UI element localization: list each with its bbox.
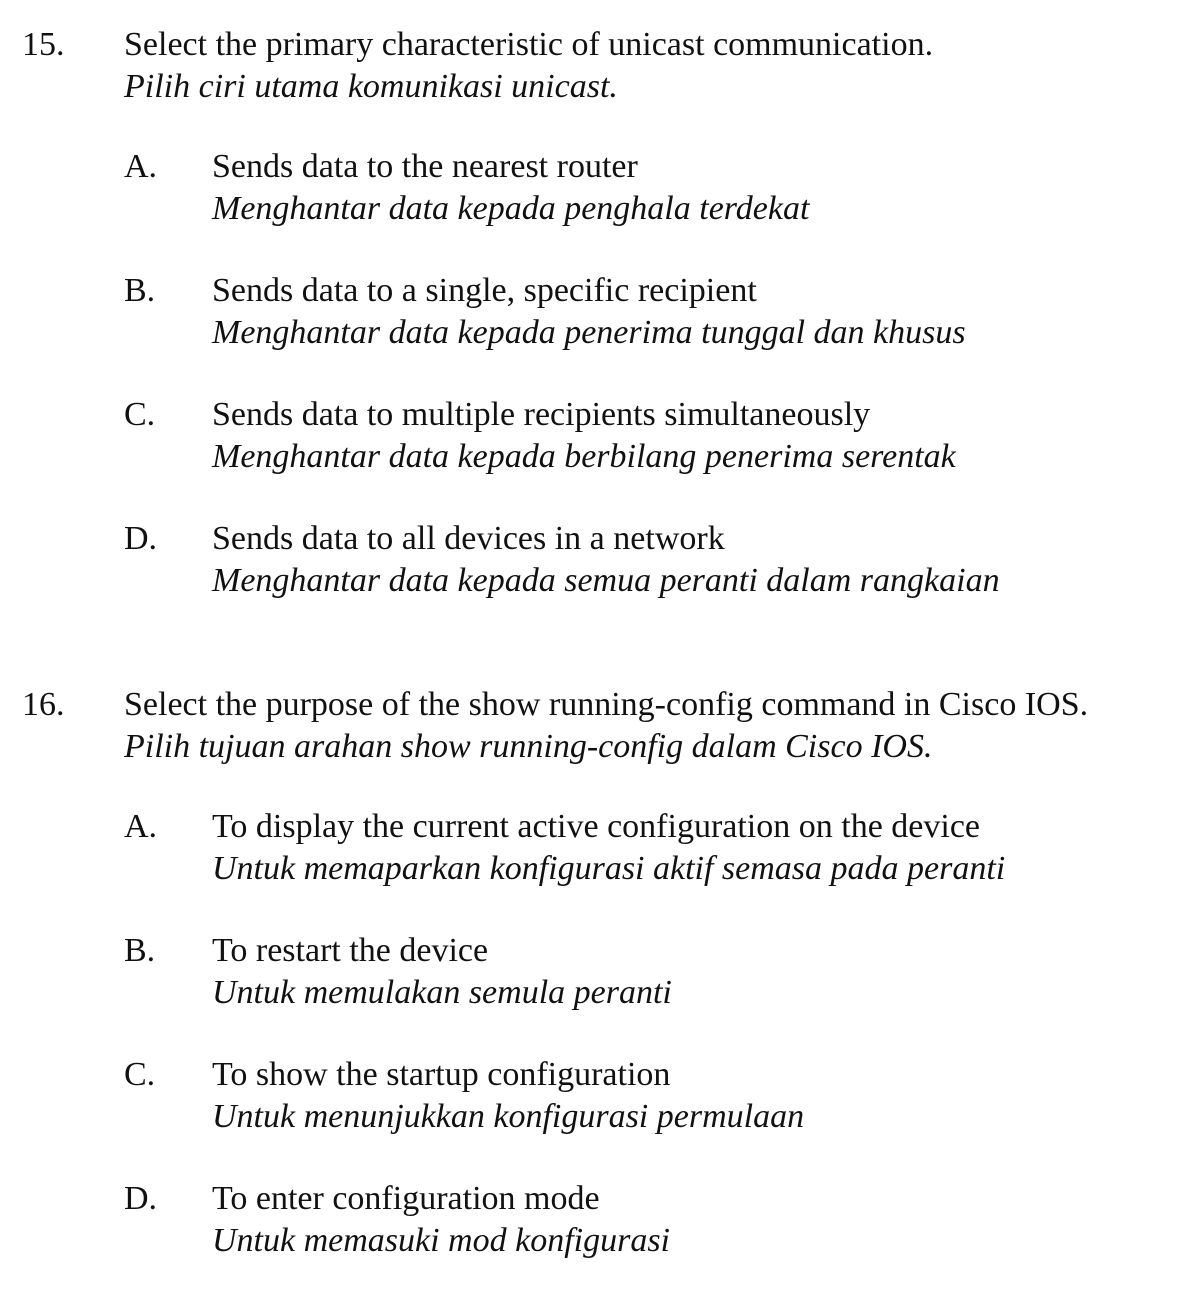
option-text (212, 394, 956, 478)
question-prompt (124, 684, 1184, 768)
option-text-malay: Menghantar data kepada penerima tunggal dan khusus (212, 314, 966, 351)
option-text-english: To enter configuration mode (212, 1180, 600, 1217)
question-prompt (124, 24, 1184, 108)
option-text-english: Sends data to all devices in a network (212, 520, 725, 557)
option-text-english: Sends data to the nearest router (212, 148, 638, 185)
option-letter: A. (124, 148, 158, 185)
option-d (124, 1178, 1184, 1302)
question-prompt-english: Select the primary characteristic of unicast communication. (124, 26, 934, 63)
answer-options (124, 146, 1184, 642)
option-letter: D. (124, 1180, 158, 1217)
option-text-malay: Untuk memaparkan konfigurasi aktif semasa pada peranti (212, 850, 1006, 887)
option-text-english: To show the startup configuration (212, 1056, 671, 1093)
option-letter: B. (124, 932, 156, 969)
option-text-english: To restart the device (212, 932, 489, 969)
option-text (212, 1054, 804, 1138)
option-letter: C. (124, 1056, 156, 1093)
question-prompt-malay: Pilih ciri utama komunikasi unicast. (124, 68, 618, 105)
option-b (124, 930, 1184, 1054)
option-text (212, 270, 966, 354)
option-text-malay: Untuk memasuki mod konfigurasi (212, 1222, 671, 1259)
option-text-malay: Untuk menunjukkan konfigurasi permulaan (212, 1098, 805, 1135)
option-d (124, 518, 1184, 642)
option-text (212, 806, 1005, 890)
option-text (212, 1178, 670, 1262)
option-text (212, 930, 672, 1014)
option-c (124, 394, 1184, 518)
question-prompt-english: Select the purpose of the show running-config command in Cisco IOS. (124, 686, 1089, 723)
question-number: 16. (22, 686, 65, 723)
option-text (212, 146, 809, 230)
option-text (212, 518, 1000, 602)
option-text-english: Sends data to a single, specific recipient (212, 272, 757, 309)
option-a (124, 146, 1184, 270)
question-number: 15. (22, 26, 65, 63)
option-text-english: To display the current active configuration on the device (212, 808, 981, 845)
option-letter: A. (124, 808, 158, 845)
option-b (124, 270, 1184, 394)
option-text-malay: Untuk memulakan semula peranti (212, 974, 672, 1011)
option-text-malay: Menghantar data kepada semua peranti dalam rangkaian (212, 562, 1000, 599)
option-letter: D. (124, 520, 158, 557)
answer-options (124, 806, 1184, 1302)
option-a (124, 806, 1184, 930)
option-text-english: Sends data to multiple recipients simultaneously (212, 396, 871, 433)
option-letter: B. (124, 272, 156, 309)
option-text-malay: Menghantar data kepada berbilang penerima serentak (212, 438, 956, 475)
option-letter: C. (124, 396, 156, 433)
option-text-malay: Menghantar data kepada penghala terdekat (212, 190, 810, 227)
option-c (124, 1054, 1184, 1178)
question-prompt-malay: Pilih tujuan arahan show running-config dalam Cisco IOS. (124, 728, 933, 765)
